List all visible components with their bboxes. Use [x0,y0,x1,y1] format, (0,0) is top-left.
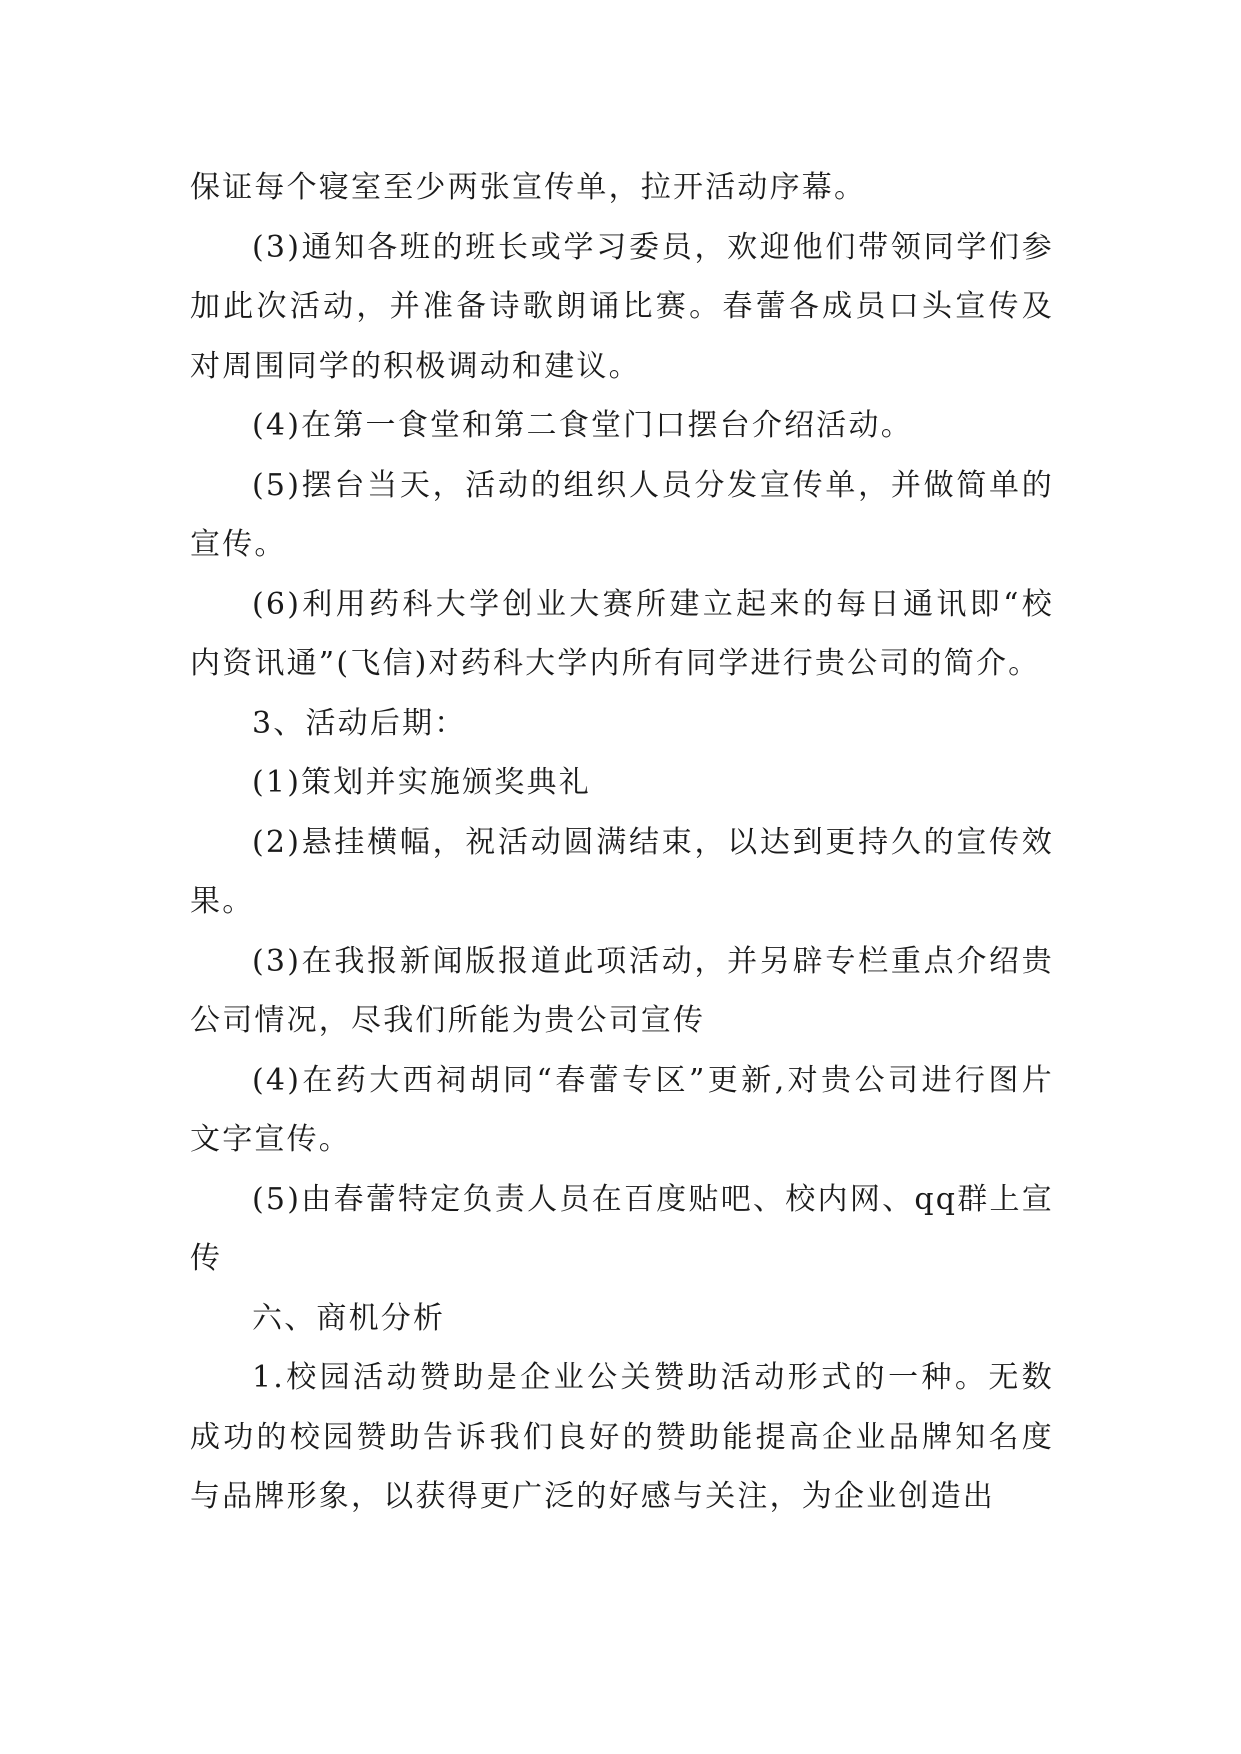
section-heading: 3、活动后期： [252,705,467,741]
paragraph: (1)策划并实施颁奖典礼 [252,765,591,800]
section-heading: 六、商机分析 [252,1300,446,1336]
document-body [190,158,1054,1527]
paragraph: (4)在药大西祠胡同“春蕾专区”更新,对贵公司进行图片文字宣传。 [190,1062,1054,1157]
paragraph: (2)悬挂横幅，祝活动圆满结束，以达到更持久的宣传效果。 [190,824,1054,919]
paragraph: (5)由春蕾特定负责人员在百度贴吧、校内网、qq群上宣传 [190,1181,1054,1276]
paragraph: (5)摆台当天，活动的组织人员分发宣传单，并做简单的宣传。 [190,467,1054,562]
paragraph: 保证每个寝室至少两张宣传单，拉开活动序幕。 [190,170,867,205]
paragraph: (6)利用药科大学创业大赛所建立起来的每日通讯即“校内资讯通”(飞信)对药科大学内所有同学进行贵公司的简介。 [190,586,1054,681]
paragraph: 1.校园活动赞助是企业公关赞助活动形式的一种。无数成功的校园赞助告诉我们良好的赞助能提高企业品牌知名度与品牌形象，以获得更广泛的好感与关注，为企业创造出 [190,1360,1054,1514]
paragraph: (3)在我报新闻版报道此项活动，并另辟专栏重点介绍贵公司情况，尽我们所能为贵公司宣传 [190,943,1054,1038]
paragraph: (4)在第一食堂和第二食堂门口摆台介绍活动。 [252,408,913,443]
paragraph: (3)通知各班的班长或学习委员，欢迎他们带领同学们参加此次活动，并准备诗歌朗诵比赛。春蕾各成员口头宣传及对周围同学的积极调动和建议。 [190,229,1054,384]
